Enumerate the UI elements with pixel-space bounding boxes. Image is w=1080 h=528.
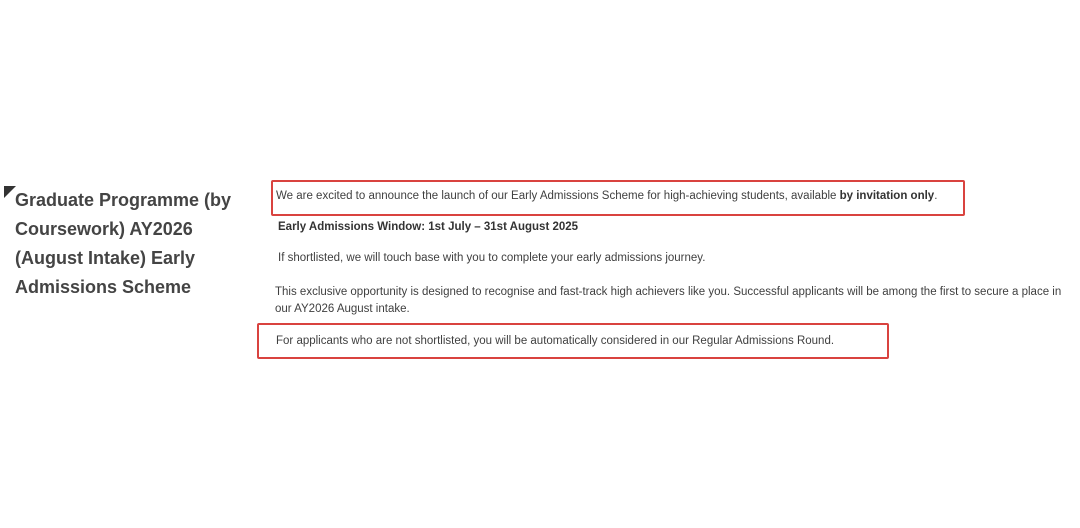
intro-text: We are excited to announce the launch of our Early Admissions Scheme for high-achieving students, available: [276, 190, 840, 202]
admissions-window: Early Admissions Window: 1st July – 31st August 2025: [278, 221, 579, 233]
section-heading: Graduate Programme (by Coursework) AY2026 (August Intake) Early Admissions Scheme: [15, 190, 232, 297]
invitation-only-emphasis: by invitation only: [839, 190, 935, 202]
highlight-box-intro: [271, 180, 965, 216]
exclusive-paragraph: This exclusive opportunity is designed to recognise and fast-track high achievers like you. Successful applicants will be among the first to secure a place in our AY2026 August intake.: [275, 286, 1062, 315]
shortlist-paragraph: If shortlisted, we will touch base with you to complete your early admissions journey.: [278, 252, 706, 264]
not-shortlisted-paragraph: For applicants who are not shortlisted, you will be automatically considered in our Regular Admissions Round.: [276, 335, 835, 347]
highlight-box-not-shortlisted: [257, 323, 889, 359]
intro-period: .: [934, 190, 938, 202]
